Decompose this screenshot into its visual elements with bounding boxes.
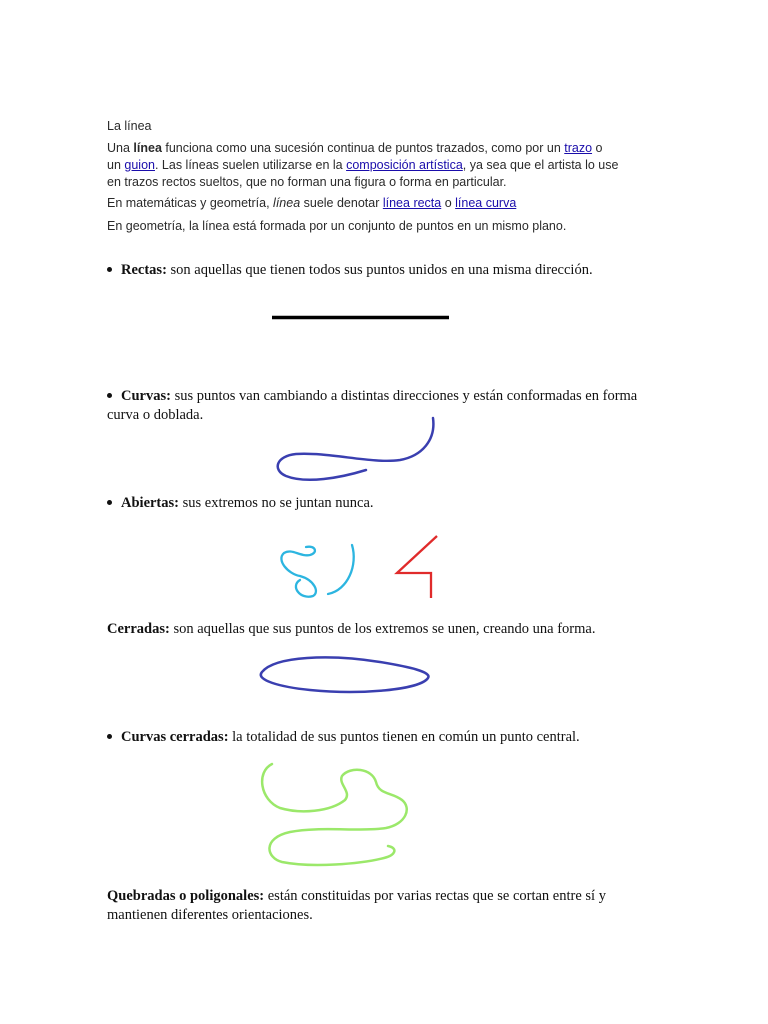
item-term: Curvas cerradas: <box>121 729 229 745</box>
p1-text: funciona como una sucesión continua de puntos trazados, como por un <box>161 141 565 155</box>
link-linea-curva[interactable]: línea curva <box>455 196 517 210</box>
item-text: son aquellas que tienen todos sus puntos unidos en una misma dirección. <box>166 262 593 278</box>
p1-bold: línea <box>133 141 162 155</box>
item-text: sus puntos van cambiando a distintas direcciones y están conformadas en forma <box>170 388 638 404</box>
link-trazo[interactable]: trazo <box>564 141 593 155</box>
p1-text: Una <box>107 141 134 155</box>
item-text-continued: curva o doblada. <box>107 407 204 423</box>
item-term: Rectas: <box>121 262 167 278</box>
link-guion[interactable]: guion <box>124 158 155 172</box>
p1-text: o <box>592 141 603 155</box>
item-text: están constituidas por varias rectas que se cortan entre sí y <box>264 888 606 904</box>
item-text: la totalidad de sus puntos tienen en común un punto central. <box>228 729 580 745</box>
page-title: La línea <box>107 119 152 133</box>
p1-text: . Las líneas suelen utilizarse en la <box>154 158 347 172</box>
link-linea-recta[interactable]: línea recta <box>382 196 442 210</box>
item-term: Curvas: <box>121 388 171 404</box>
item-text: sus extremos no se juntan nunca. <box>179 495 374 511</box>
item-text: son aquellas que sus puntos de los extremos se unen, creando una forma. <box>169 621 596 637</box>
item-quebradas <box>107 887 707 925</box>
green-closed-curve <box>262 764 407 865</box>
item-term: Quebradas o poligonales: <box>107 888 265 904</box>
item-term: Cerradas: <box>107 621 170 637</box>
geometry-paragraph: En geometría, la línea está formada por un conjunto de puntos en un mismo plano. <box>107 219 567 233</box>
link-composicion-artistica[interactable]: composición artística <box>346 158 463 172</box>
p1-text: en trazos rectos sueltos, que no forman una figura o forma en particular. <box>107 175 507 189</box>
p2-text: suele denotar <box>300 196 383 210</box>
p1-text: un <box>107 158 125 172</box>
p1-text: , ya sea que el artista lo use <box>462 158 619 172</box>
p2-text: En matemáticas y geometría, <box>107 196 274 210</box>
item-term: Abiertas: <box>121 495 179 511</box>
p2-text: o <box>441 196 456 210</box>
p2-italic: línea <box>273 196 301 210</box>
item-text-continued: mantienen diferentes orientaciones. <box>107 907 313 923</box>
